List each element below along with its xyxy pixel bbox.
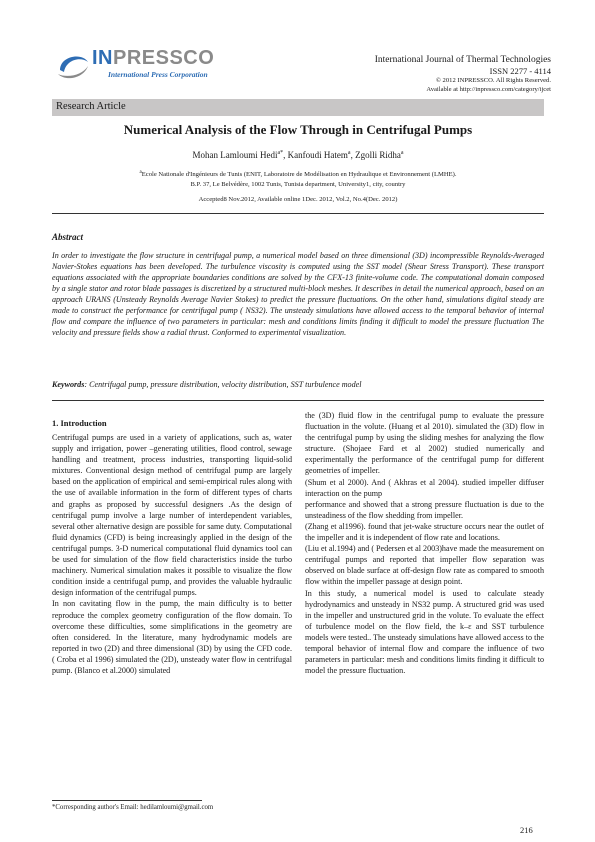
- logo-subtitle: International Press Corporation: [108, 70, 208, 79]
- abstract-heading: Abstract: [52, 232, 84, 242]
- footnote-rule: [52, 800, 202, 801]
- paragraph: the (3D) fluid flow in the centrifugal pump to evaluate the pressure fluctuation in the volute. (Huang et al 2010). simulated the (3D) flow in the centrifugal pump by using the sliding meshes for analyzing the flow structure. (Shojaee Fard et al 2002) studied numerically and experimentally the performance of the centrifugal pump for different geometries of impeller.: [305, 411, 544, 476]
- paper-title: Numerical Analysis of the Flow Through in Centrifugal Pumps: [123, 122, 473, 137]
- publication-dates: Accepted8 Nov.2012, Available online 1Dec. 2012, Vol.2, No.4(Dec. 2012): [198, 196, 398, 203]
- article-type-band: [52, 99, 544, 116]
- footnote: *Corresponding author's Email: hedilamloumi@gmail.com: [52, 804, 214, 811]
- paragraph: (Zhang et al1996). found that jet-wake structure occurs near the outlet of the impeller and it is independent of flow rate and locations.: [305, 521, 544, 543]
- divider-keywords: [52, 400, 544, 401]
- paragraph: In this study, a numerical model is used to calculate steady hydrodynamics and unsteady in NS32 pump. A structured grid was used in the impeller and unstructured grid in the volute. To evaluate the effect of turbulence model on the flow field, the k–ε and SST turbulence models were tested.. The unsteady simulations have allowed access to the temporal behavior of internal flow and compare the influence of two parameters in particular: mesh and conditions limits finding it difficult to model the pressure fluctuation.: [305, 588, 544, 676]
- availability-link[interactable]: Available at http://inpressco.com/category/ijcet: [426, 86, 551, 93]
- affiliation: $^a$Ecole Nationale d'Ingénieurs de Tunis (ENIT, Laboratoire de Modélisation en Hydraulique et Environnement (LMHE). B.P. 37, Le Belvédère, 1002 Tunis, Tunisia department, University1, city, country: [139, 170, 457, 189]
- issn: ISSN 2277 - 4114: [489, 66, 551, 76]
- keywords: Keywords: Centrifugal pump, pressure distribution, velocity distribution, SST turbulence model: [52, 380, 362, 389]
- paragraph: In non cavitating flow in the pump, the main difficulty is to better reproduce the complex geometry configuration of the flow domain. To overcome these difficulties, some simplifications in the geometry are often considered. In the literature, many hydrodynamic models are reported in two (2D) and three dimensional (3D) by using the CFD code. ( Croba et al 1996) simulated the (2D), unsteady water flow in centrifugal pump. (Blanco et al.2000) simulated: [52, 599, 292, 675]
- copyright: © 2012 INPRESSCO. All Rights Reserved.: [435, 77, 551, 84]
- publisher-logo: [52, 44, 252, 88]
- article-type: Research Article: [56, 101, 126, 112]
- section-heading-introduction: 1. Introduction: [52, 418, 107, 428]
- page-number: 216: [520, 825, 533, 835]
- journal-name: International Journal of Thermal Technologies: [374, 55, 551, 65]
- author-list: Mohan Lamloumi Hedi$^{a*}$, Kanfoudi Hatem$^a$, Zgolli Ridha$^a$: [192, 150, 404, 160]
- paragraph: performance and showed that a strong pressure fluctuation is due to the unsteadiness of the flow shedding from impeller.: [305, 499, 544, 520]
- paragraph: Centrifugal pumps are used in a variety of applications, such as, water supply and irrigation, power –generating utilities, flood control, sewage handling and treatment, process industries, transporting liquid-solid mixtures. Conventional design method of centrifugal pump are largely based on the application of empirical and semi-empirical rules along with the use of available information in the form of different types of charts and graphs as proposed by successful designers .As the design of centrifugal pump involve a large number of interdependent variables, several other alternative design are possible for same duty. Computational fluid dynamics (CFD) is being increasingly applied in the design of the centrifugal pumps. 3-D numerical computational fluid dynamics tool can be used for simulation of the flow field characteristics inside the turbo machinery. Numerical simulation makes it possible to visualize the flow condition inside a centrifugal pump, and provides the valuable hydraulic design information of the centrifugal pumps.: [52, 433, 292, 598]
- abstract-body: In order to investigate the flow structure in centrifugal pump, a numerical model based on three dimensional (3D) incompressible Reynolds-Averaged Navier-Stokes equations has been developed. The turbulence viscosity is computed using the SST model (Shear Stress Transport). These transport equations associated with the appropriate boundaries conditions are solved by the CFX-13 finite-volume code. The computational domain composed by a single stator and rotor blade passages is discretized by a structured multi-block meshes. It describes in detail the numerical approach, based on an approach URANS (Unsteady Reynolds Average Navier Stokes) to predict the pressure fluctuations. On the other hand, simulations digital steady are made to construct the performance for centrifugal pump ( NS32). The unsteady simulations have allowed access to the temporal behavior of internal flow and compare the influence of two parameters in particular: mesh and conditions limits finding it difficult to model the pressure fluctuation The velocity and pressure fields show a radial thrust. Conformed to experimental visualization.: [52, 251, 545, 337]
- paragraph: (Liu et al.1994) and ( Pedersen et al 2003)have made the measurement on centrifugal pumps and reported that impeller flow separation was observed on blade surface at off-design flow rate as compared to smooth flow within the impeller passage at design point.: [305, 544, 544, 587]
- divider-top: [52, 213, 544, 214]
- paragraph: (Shum et al 2000). And ( Akhras et al 2004). studied impeller diffuser interaction on the pump: [305, 477, 544, 498]
- journal-info: [375, 55, 551, 94]
- logo-emblem-icon: [52, 44, 92, 84]
- column-left: [52, 432, 292, 676]
- logo-wordmark: INPRESSCO: [92, 47, 215, 69]
- column-right: [305, 410, 544, 676]
